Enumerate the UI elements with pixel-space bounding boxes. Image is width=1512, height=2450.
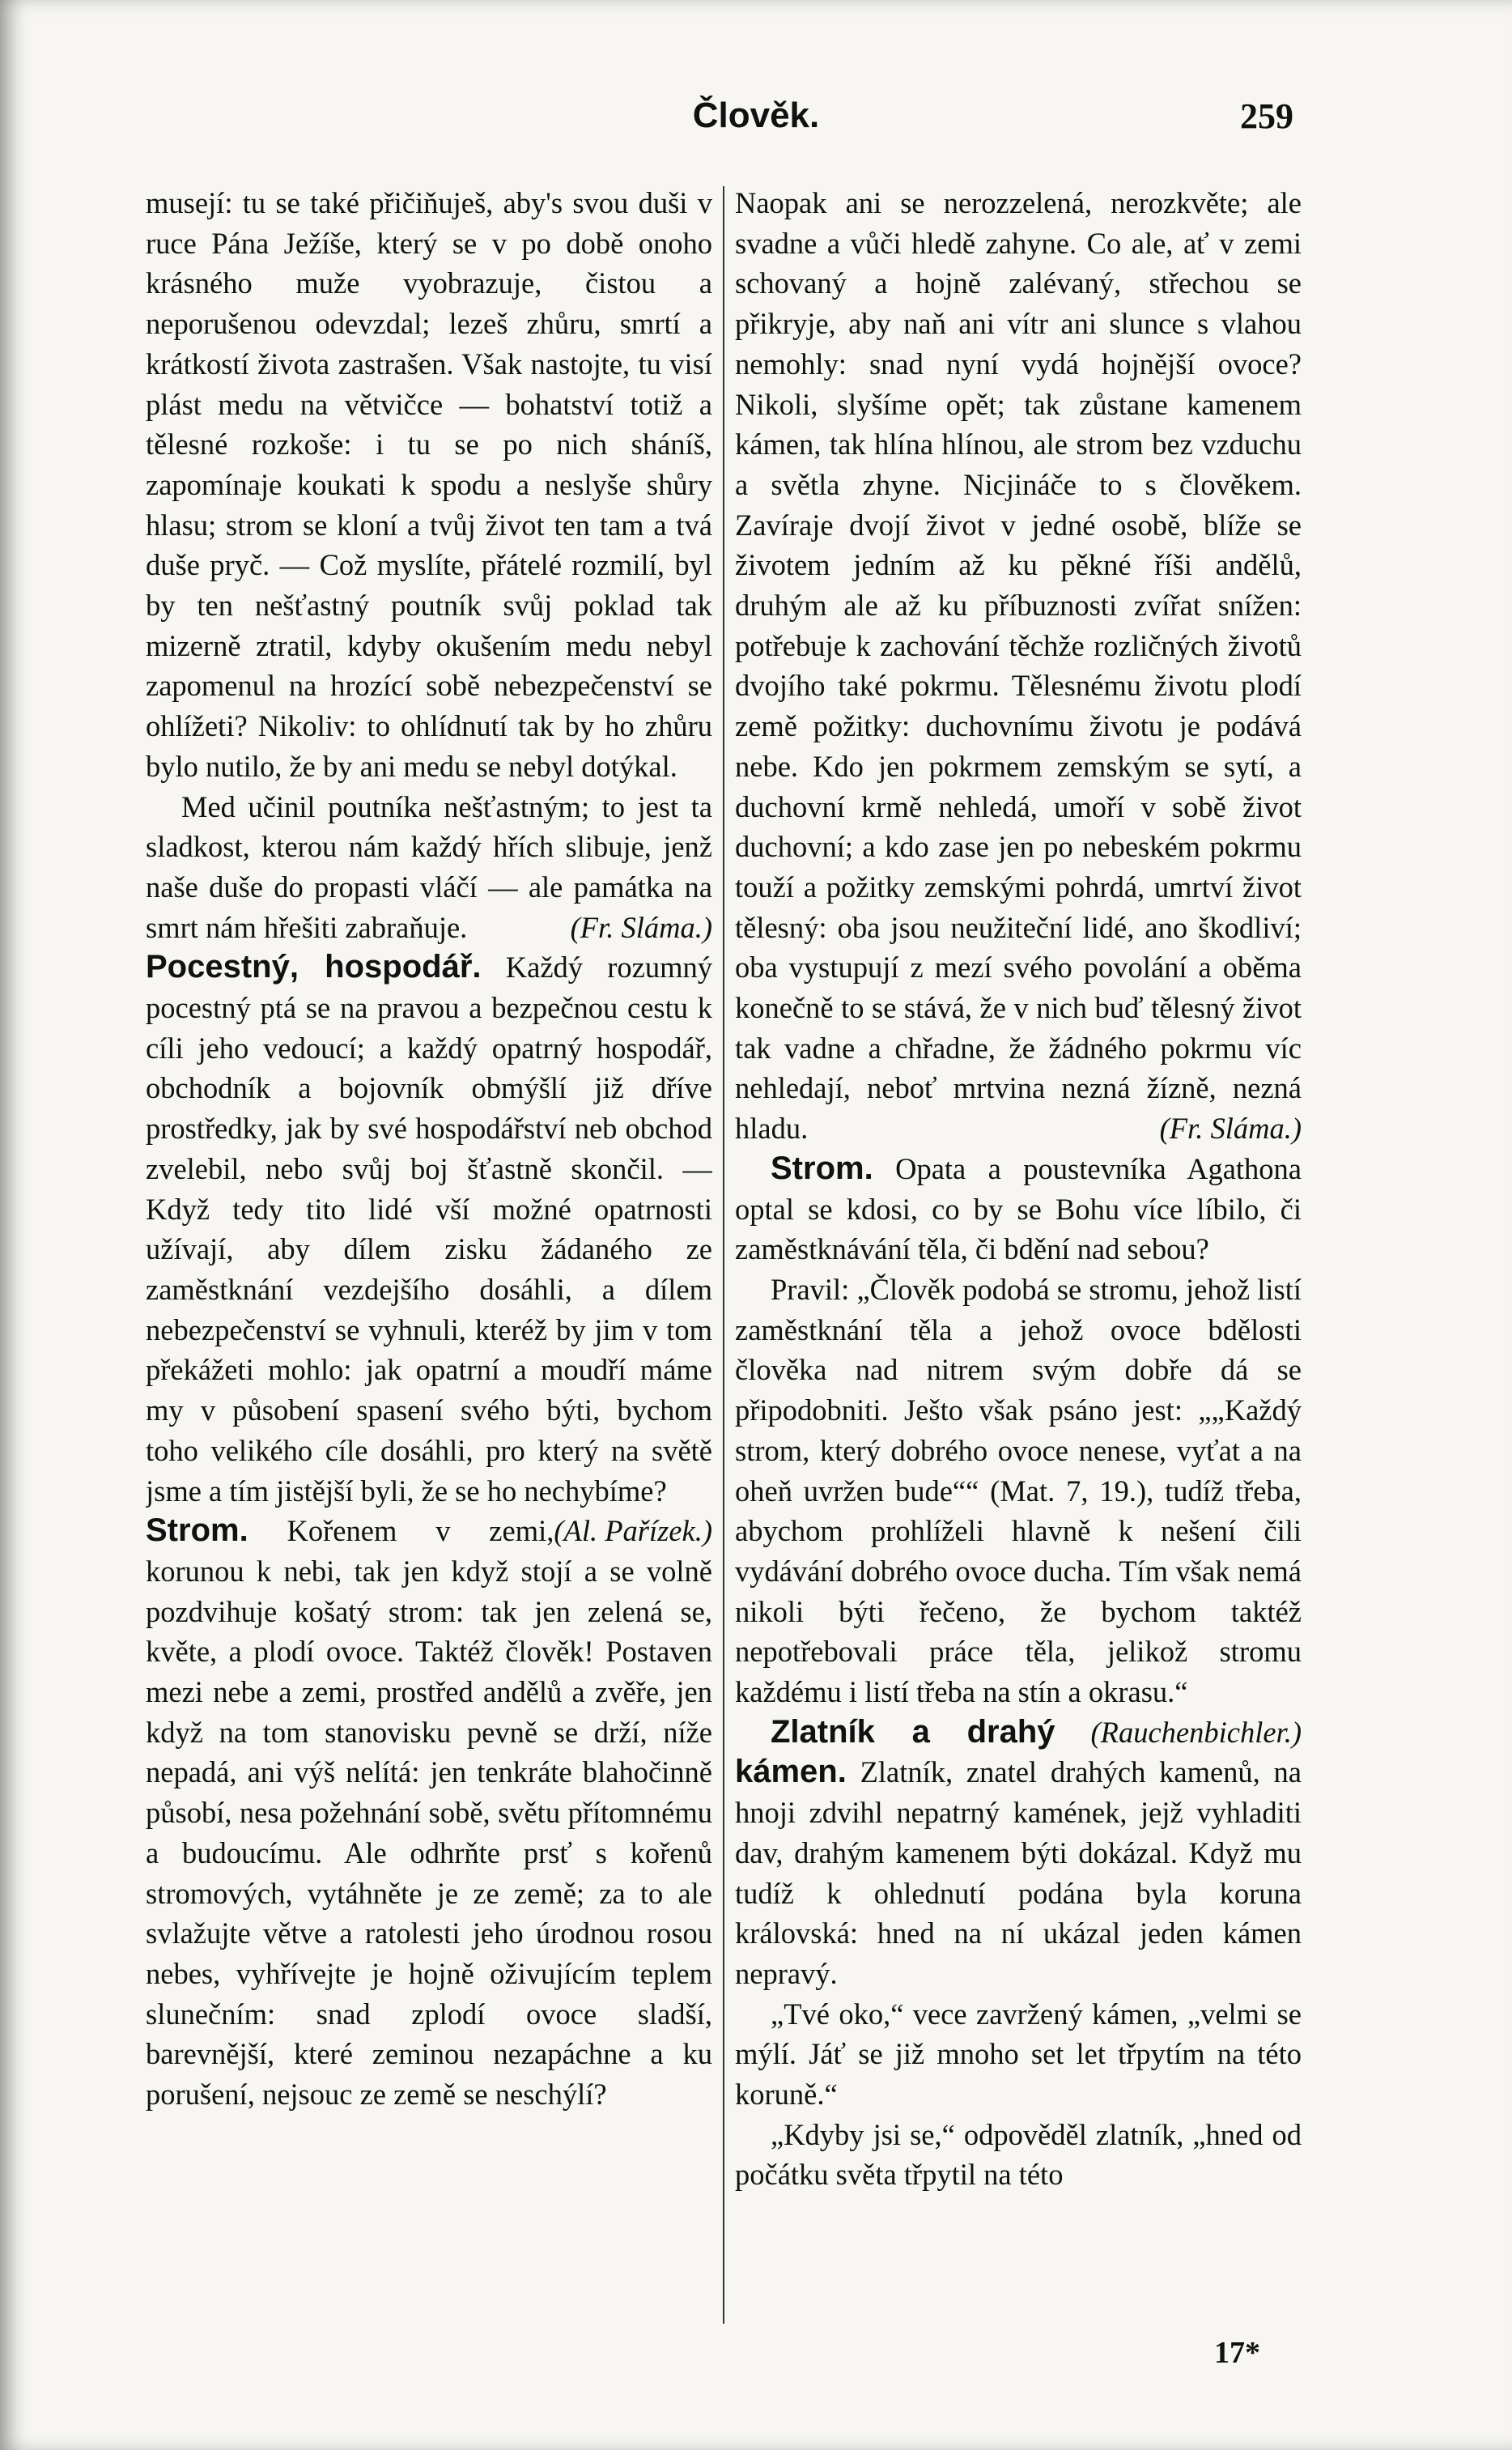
entry-zlatnik [735,1712,1302,1994]
author-attribution: (Rauchenbichler.) [1090,1715,1302,1749]
right-paragraph-dialogue-1: „Tvé oko,“ vece zavržený kámen, „velmi se mýlí. Jáť se již mnoho set let třpytím na této koruně.“ [735,1997,1302,2112]
entry-title: Strom. [146,1512,248,1549]
entry-title: Pocestný, hospodář. [146,949,482,985]
column-divider [723,186,724,2324]
author-attribution: (Al. Pařízek.) [554,1514,712,1548]
right-paragraph-quote [735,1270,1302,1749]
entry-strom [146,1511,712,2115]
page-number: 259 [1240,96,1293,136]
right-paragraph-dialogue-2: „Kdyby jsi se,“ odpověděl zlatník, „hned od počátku světa třpytil na této [735,2117,1302,2192]
paragraph-text: Med učinil poutníka nešťastným; to jest ta sladkost, kterou nám každý hřích slibuje, jenž naše duše do propasti vláčí — ale památka na smrt nám hřešiti zabraňuje. [146,789,712,944]
signature-mark: 17* [1214,2336,1260,2370]
left-paragraph-2 [146,787,712,948]
running-title: Člověk. [692,96,820,135]
paragraph-text: Pravil: „Člověk podobá se stromu, jehož listí zaměstknání těla a jehož ovoce bdělosti člověka nad nitrem svým dobře dá se připodobniti. Ješto však psáno jest: „„Každý strom, který dobrého ovoce nenese, vyťat a na oheň uvržen bude““ (Mat. 7, 19.), tudíž třeba, abychom prohlíželi hlavně k nešení čili vydávání dobrého ovoce ducha. Tím však nemá nikoli býti řečeno, že bychom taktéž nepotřebovali práce těla, jelikož stromu každému i listí třeba na stín a okrasu.“ [735,1272,1302,1709]
entry-title: Zlatník a drahý kámen. [735,1713,1055,1790]
right-paragraph-1 [735,183,1302,1149]
author-attribution: (Fr. Sláma.) [1159,1112,1302,1146]
entry-text: Opata a poustevníka Agathona optal se kdosi, co by se Bohu více líbilo, či zaměstknávání těla, či bdění nad sebou? [735,1151,1302,1266]
entry-text: Každý rozumný pocestný ptá se na pravou a bezpečnou cestu k cíli jeho vedoucí; a každý opatrný hospodář, obchodník a bojovník obmýšlí již dříve prostředky, jak by své hospodářství neb obchod zvelebil, nebo svůj boj šťastně skončil. — Když tedy tito lidé vší možné opatrnosti užívají, aby dílem zisku žádaného ze zaměstknání vezdejšího dosáhli, a dílem nebezpečenství se vyhnuli, kteréž by jim v tom překážeti mohlo: jak opatrní a moudří máme my v působení spasení svého býti, bychom toho velikého cíle dosáhli, pro který na světě jsme a tím jistější byli, že se ho nechybíme? [146,951,712,1508]
entry-text: Zlatník, znatel drahých kamenů, na hnoji zdvihl nepatrný kamének, jejž vyhladiti dav, drahým kamenem býti dokázal. Když mu tudíž k ohlednutí podána byla koruna královská: hned na ní ukázal jeden kámen nepravý. [735,1755,1302,1990]
paragraph-text: Naopak ani se nerozzelená, nerozkvěte; ale svadne a vůči hledě zahyne. Co ale, ať v zemi schovaný a hojně zalévaný, střechou se přikryje, aby naň ani vítr ani slunce s vlahou nemohly: snad nyní vydá hojnější ovoce? Nikoli, slyšíme opět; tak zůstane kamenem kámen, tak hlína hlínou, ale strom bez vzduchu a světla zhyne. Nicjináče to s člověkem. Zavíraje dvojí život v jedné osobě, blíže se životem jedním až ku pěkné říši andělů, druhým ale až ku příbuznosti zvířat snížen: potřebuje k zachování těchže rozličných životů dvojího také pokrmu. Tělesnému životu plodí země požitky: duchovnímu životu je podává nebe. Kdo jen pokrmem zemským se sytí, a duchovní krmě nehledá, umoří v sobě život duchovní; a kdo zase jen po nebeském pokrmu touží a požitky zemskými pohrdá, umrtví život tělesný: oba jsou neužiteční lidé, ano škodliví; oba vystupují z mezí svého povolání a oběma konečně to se stává, že v nich buď tělesný život tak vadne a chřadne, že žádného pokrmu víc nehledají, neboť mrtvina nezná žízně, nezná hladu. [735,186,1302,1146]
entry-title: Strom. [771,1150,873,1186]
author-attribution: (Fr. Sláma.) [570,910,712,944]
right-column [735,183,1302,2337]
entry-text: Kořenem v zemi, korunou k nebi, tak jen když stojí a se volně pozdvihuje košatý strom: tak jen zelená se, květe, a plodí ovoce. Taktéž člověk! Postaven mezi nebe a zemi, prostřed andělů a zvěře, jen když na tom stanovisku pevně se drží, níže nepadá, ani výš nelítá: jen tenkráte blahočinně působí, nesa požehnání sobě, světu přítomnému a budoucímu. Ale odhrňte prsť s kořenů stromových, vytáhněte je ze země; za to ale svlažujte větve a ratolesti jeho úrodnou rosou nebes, vyhřívejte je hojně oživujícím teplem slunečním: snad zplodí ovoce sladší, barevnější, které zeminou nezapáchne a ku porušení, nejsouc ze země se neschýlí? [146,1514,712,2112]
left-paragraph-1: musejí: tu se také přičiňuješ, aby's svou duši v ruce Pána Ježíše, který se v po době onoho krásného muže vyobrazuje, čistou a neporušenou odevzdal; lezeš zhůru, smrtí a krátkostí života zastrašen. Však nastojte, tu visí plást medu na větvičce — bohatství totiž a tělesné rozkoše: i tu se po nich sháníš, zapomínaje koukati k spodu a neslyše shůry hlasu; strom se kloní a tvůj život ten tam a tvá duše pryč. — Což myslíte, přátelé rozmilí, byl by ten nešťastný poutník svůj poklad tak mizerně ztratil, kdyby okušením medu nebyl zapomenul na hrozící sobě nebezpečenství se ohlížeti? Nikoliv: to ohlídnutí tak by ho zhůru bylo nutilo, že by ani medu se nebyl dotýkal. [146,186,712,783]
left-column [146,183,712,2337]
entry-strom-agathon [735,1149,1302,1270]
